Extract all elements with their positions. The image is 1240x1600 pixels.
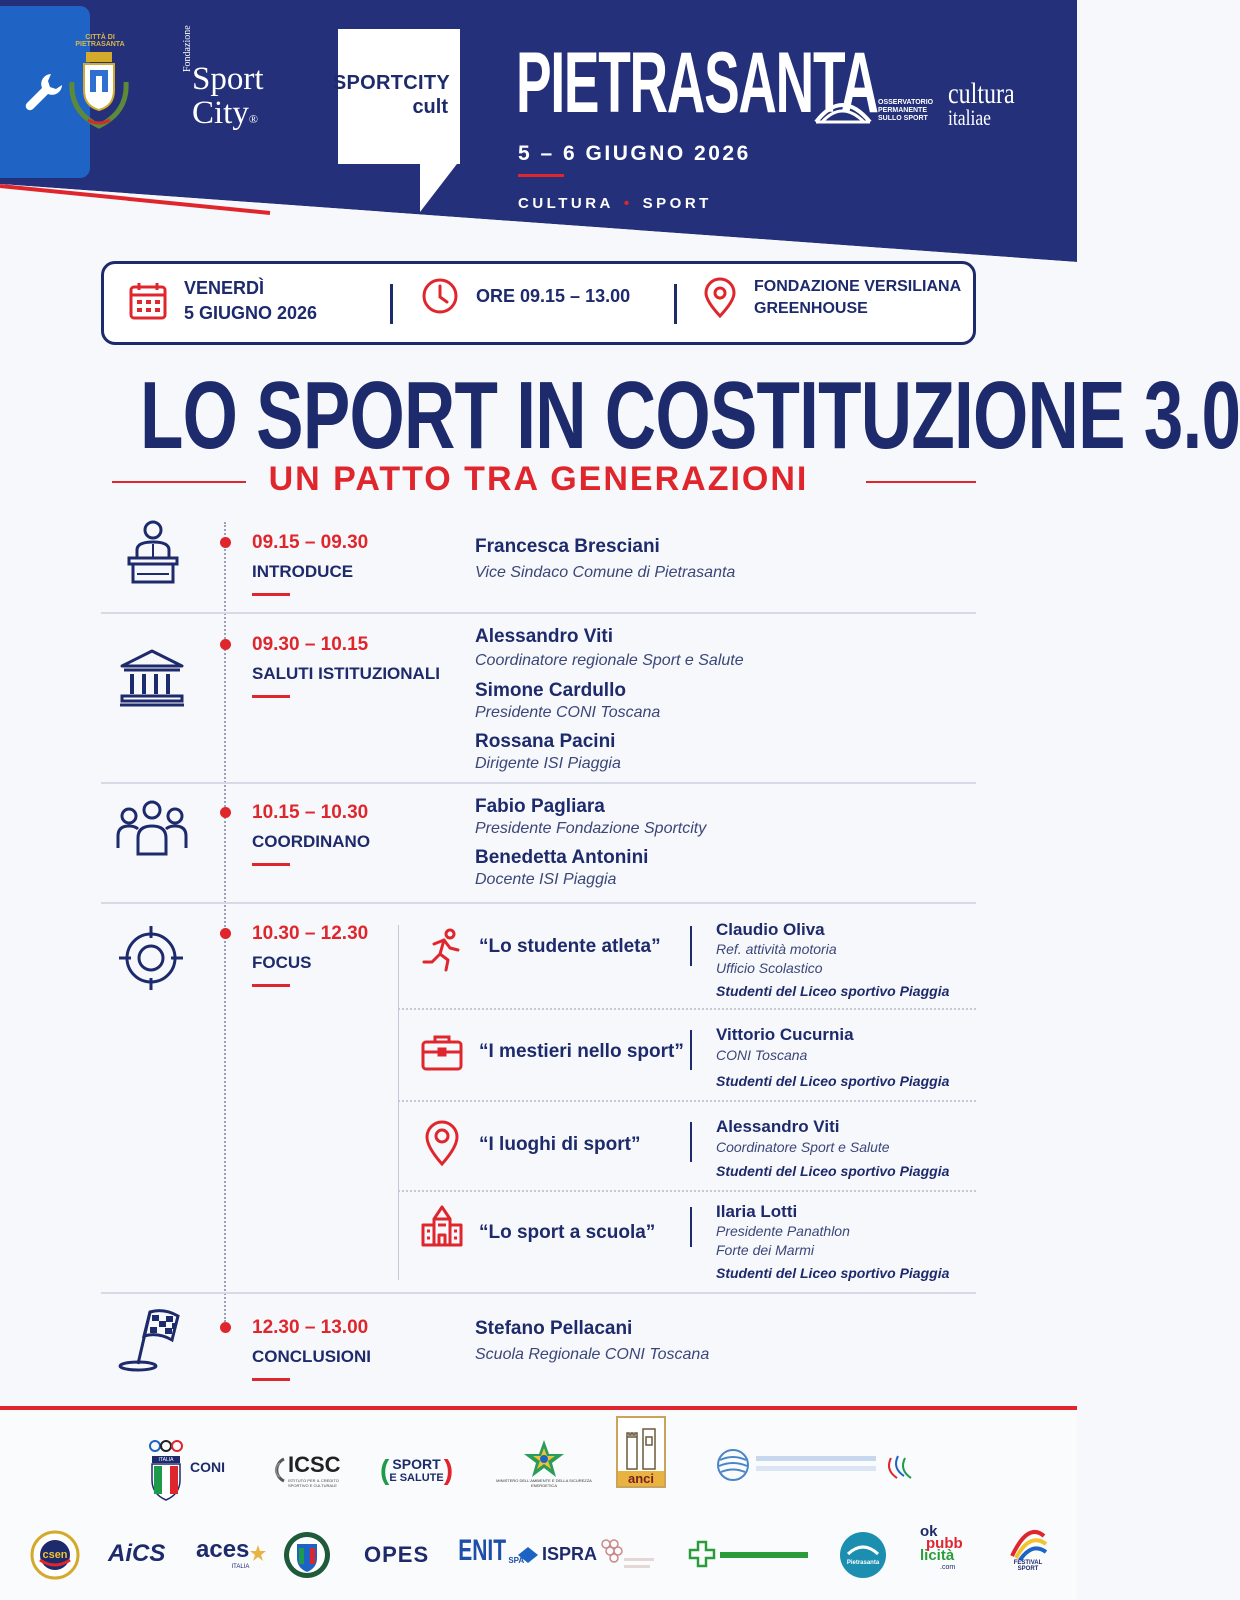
event-tags <box>518 195 712 212</box>
focus-speaker-name: Ilaria Lotti <box>716 1202 798 1221</box>
osservatorio-label <box>878 99 933 123</box>
sportcity-logo-line1: Sport <box>192 61 264 97</box>
speaker-name: Francesca Bresciani <box>475 536 660 557</box>
timeline-dot <box>220 639 231 650</box>
icsc-sublabel: ISTITUTO PER IL CREDITO SPORTIVO E CULTURALE <box>288 1478 339 1488</box>
bubble-tail <box>420 160 460 212</box>
info-date <box>128 276 317 326</box>
info-separator <box>674 284 677 324</box>
target-crosshair-icon <box>117 924 185 992</box>
focus-item-divider <box>690 1030 692 1070</box>
speaker-name: Fabio Pagliara <box>475 796 605 817</box>
aics-label: AiCS <box>108 1540 166 1567</box>
ministero-ambiente-logo <box>496 1438 592 1488</box>
speaker-role: Presidente CONI Toscana <box>475 704 661 721</box>
icsc-logo <box>266 1452 360 1488</box>
focus-title: “I luoghi di sport” <box>479 1134 641 1155</box>
subtitle-line-right <box>866 481 976 483</box>
speaker-name: Stefano Pellacani <box>475 1318 633 1339</box>
session-accent-bar <box>252 863 290 866</box>
ok-label-2: pubb <box>926 1535 963 1552</box>
timeline-dot <box>220 807 231 818</box>
location-pin-icon <box>702 278 738 318</box>
people-group-icon <box>114 800 190 858</box>
focus-item-divider <box>690 1122 692 1162</box>
focus-speaker-role: Ref. attività motoria <box>716 941 837 957</box>
speaker-name: Simone Cardullo <box>475 680 626 701</box>
info-venue-line2: GREENHOUSE <box>754 300 868 317</box>
focus-students: Studenti del Liceo sportivo Piaggia <box>716 1163 950 1179</box>
osservatorio-line3: SULLO SPORT <box>878 115 928 122</box>
session-time: 10.30 – 12.30 <box>252 923 369 944</box>
icsc-arc-icon <box>266 1455 288 1485</box>
csen-label: csen <box>42 1549 68 1561</box>
session-label: SALUTI ISTITUZIONALI <box>252 664 440 683</box>
focus-item-divider <box>690 926 692 966</box>
sponsor-footer <box>0 1410 1077 1600</box>
session-accent-bar <box>252 593 290 596</box>
timeline-dot <box>220 928 231 939</box>
focus-separator <box>398 1100 976 1102</box>
opes-logo <box>364 1542 429 1568</box>
cultura-logo-line1: cultura <box>948 77 1015 110</box>
focus-speaker-role: Presidente Panathlon <box>716 1223 850 1239</box>
sport-salute-line2: E SALUTE <box>389 1472 444 1484</box>
tag-cultura: CULTURA <box>518 195 614 212</box>
calendar-icon <box>128 281 168 321</box>
focus-title: “Lo studente atleta” <box>479 936 661 957</box>
speaker-name: Benedetta Antonini <box>475 847 649 868</box>
green-cross-logo <box>690 1540 810 1570</box>
focus-students: Studenti del Liceo sportivo Piaggia <box>716 1265 950 1281</box>
globe-lines-icon <box>716 1448 916 1482</box>
speaker-name: Rossana Pacini <box>475 731 616 752</box>
speaker-role: Vice Sindaco Comune di Pietrasanta <box>475 564 736 581</box>
registered-mark: ® <box>248 112 258 126</box>
speaker-role: Docente ISI Piaggia <box>475 871 617 888</box>
cultura-italiae-logo <box>948 77 1015 130</box>
page-subtitle: UN PATTO TRA GENERAZIONI <box>268 460 809 498</box>
info-separator <box>390 284 393 324</box>
italia-shield-icon <box>282 1530 332 1580</box>
ispra-label: ISPRA <box>542 1544 598 1564</box>
aces-label: aces <box>196 1536 250 1563</box>
sport-salute-bracket-left: ( <box>380 1454 390 1485</box>
sportcity-logo-line2: City <box>192 95 249 131</box>
session-time: 09.15 – 09.30 <box>252 532 369 553</box>
okpubblicita-logo <box>920 1523 963 1574</box>
speaker-role: Presidente Fondazione Sportcity <box>475 820 707 837</box>
focus-title: “Lo sport a scuola” <box>479 1222 656 1243</box>
star-icon <box>249 1544 267 1562</box>
event-info-bar <box>101 261 976 345</box>
coni-italia-label: ITALIA <box>158 1457 174 1463</box>
star-emblem-icon <box>522 1438 566 1478</box>
session-time: 09.30 – 10.15 <box>252 634 369 655</box>
info-date-text: 5 GIUGNO 2026 <box>184 303 318 323</box>
speaker-role: Scuola Regionale CONI Toscana <box>475 1346 710 1363</box>
aics-logo <box>108 1540 165 1568</box>
sportcity-cult-bubble <box>332 29 460 164</box>
cultura-logo-line2: italiae <box>948 105 991 130</box>
pietrasanta-crest-icon <box>66 38 132 134</box>
sport-e-salute-logo <box>380 1454 453 1486</box>
runner-icon <box>420 928 464 972</box>
session-accent-bar <box>252 1378 290 1381</box>
header <box>0 0 1077 265</box>
pietrasanta-badge-logo <box>838 1530 888 1580</box>
row-separator <box>101 612 976 614</box>
tag-separator: • <box>623 195 633 212</box>
info-venue <box>702 276 961 320</box>
stadium-icon <box>812 92 874 128</box>
enit-logo <box>448 1534 524 1568</box>
green-cross-icon <box>690 1540 810 1570</box>
aces-logo <box>196 1536 267 1570</box>
timeline-dot <box>220 1322 231 1333</box>
speaker-podium-icon <box>124 520 182 586</box>
grapes-cluster-icon <box>596 1534 656 1576</box>
coni-logo <box>148 1440 225 1502</box>
focus-divider <box>398 925 399 1280</box>
italia-shield-logo <box>282 1530 332 1580</box>
focus-speaker-role: Coordinatore Sport e Salute <box>716 1139 890 1155</box>
osservatorio-line2: PERMANENTE <box>878 107 928 114</box>
city-name: PIETRASANTA <box>516 35 878 131</box>
ok-label-1: ok <box>920 1523 938 1540</box>
sport-salute-line1: SPORT <box>392 1456 441 1472</box>
grapes-emblem-logo <box>596 1534 656 1576</box>
aces-sublabel: ITALIA <box>231 1564 250 1570</box>
page-title: LO SPORT IN COSTITUZIONE 3.0 <box>140 362 1240 469</box>
anci-logo <box>616 1416 666 1488</box>
focus-students: Studenti del Liceo sportivo Piaggia <box>716 983 950 999</box>
fondazione-label: Fondazione <box>182 25 193 72</box>
info-time-text: ORE 09.15 – 13.00 <box>476 285 631 306</box>
focus-separator <box>398 1008 976 1010</box>
speaker-role: Dirigente ISI Piaggia <box>475 755 621 772</box>
focus-speaker-role: Ufficio Scolastico <box>716 960 823 976</box>
row-separator <box>101 782 976 784</box>
row-separator <box>101 1292 976 1294</box>
csen-logo <box>30 1530 80 1580</box>
clock-icon <box>420 276 460 316</box>
osservatorio-line1: OSSERVATORIO <box>878 99 934 106</box>
focus-speaker-name: Claudio Oliva <box>716 920 825 939</box>
festival-sport-logo <box>1004 1526 1052 1572</box>
festival-arc-icon <box>1008 1526 1048 1560</box>
anci-tower-icon <box>621 1425 661 1471</box>
session-label: FOCUS <box>252 953 312 972</box>
speaker-name: Alessandro Viti <box>475 626 613 647</box>
info-day: VENERDÌ <box>184 278 265 298</box>
briefcase-icon <box>420 1032 464 1072</box>
session-accent-bar <box>252 984 290 987</box>
institution-building-icon <box>118 648 186 708</box>
checkered-flag-icon <box>116 1306 184 1372</box>
speaker-role: Coordinatore regionale Sport e Salute <box>475 652 744 669</box>
focus-speaker-name: Alessandro Viti <box>716 1117 840 1136</box>
wrench-icon <box>21 68 69 116</box>
ok-label-3: licità <box>920 1547 955 1564</box>
focus-students: Studenti del Liceo sportivo Piaggia <box>716 1073 950 1089</box>
school-building-icon <box>420 1203 464 1247</box>
info-venue-line1: FONDAZIONE VERSILIANA <box>754 278 962 295</box>
sport-salute-bracket-right: ) <box>443 1454 454 1485</box>
bubble-line1: SPORTCITY <box>332 72 450 94</box>
info-time <box>420 276 630 316</box>
session-label: INTRODUCE <box>252 562 354 581</box>
bubble-line2: cult <box>412 96 448 118</box>
tag-sport: SPORT <box>642 195 712 212</box>
opes-label: OPES <box>364 1542 430 1567</box>
event-dates: 5 – 6 GIUGNO 2026 <box>518 142 751 165</box>
olympic-rings-icon <box>148 1440 184 1502</box>
enit-label: ENIT <box>458 1534 507 1567</box>
ministero-label: MINISTERO DELL'AMBIENTE E DELLA SICUREZZA ENERGETICA <box>496 1478 592 1488</box>
icsc-label: ICSC <box>288 1452 341 1477</box>
crest-label: CITTÀ DI PIETRASANTA <box>75 34 125 48</box>
focus-speaker-role: CONI Toscana <box>716 1047 808 1063</box>
ispra-logo <box>518 1544 597 1565</box>
federation-globe-logo <box>716 1448 916 1482</box>
timeline-dot <box>220 537 231 548</box>
row-separator <box>101 902 976 904</box>
focus-item-divider <box>690 1207 692 1247</box>
location-pin-icon <box>424 1118 460 1166</box>
enit-sublabel: SPA <box>508 1555 525 1565</box>
focus-title: “I mestieri nello sport” <box>479 1041 684 1062</box>
ispra-diamond-icon <box>518 1547 538 1563</box>
focus-speaker-role: Forte dei Marmi <box>716 1242 815 1258</box>
anci-label: anci <box>618 1471 664 1486</box>
focus-separator <box>398 1190 976 1192</box>
session-label: COORDINANO <box>252 832 371 851</box>
ok-label-4: .com <box>940 1564 956 1571</box>
session-time: 10.15 – 10.30 <box>252 802 369 823</box>
coni-label: CONI <box>190 1459 225 1475</box>
sportcity-logo <box>192 62 264 136</box>
session-label: CONCLUSIONI <box>252 1347 371 1366</box>
pietrasanta-badge-icon <box>838 1530 888 1580</box>
focus-speaker-name: Vittorio Cucurnia <box>716 1025 854 1044</box>
festival-label: FESTIVAL SPORT <box>1013 1560 1043 1572</box>
session-time: 12.30 – 13.00 <box>252 1317 369 1338</box>
session-accent-bar <box>252 695 290 698</box>
red-accent-bar <box>518 174 564 177</box>
pietrasanta-badge-label: Pietrasanta <box>846 1560 880 1566</box>
